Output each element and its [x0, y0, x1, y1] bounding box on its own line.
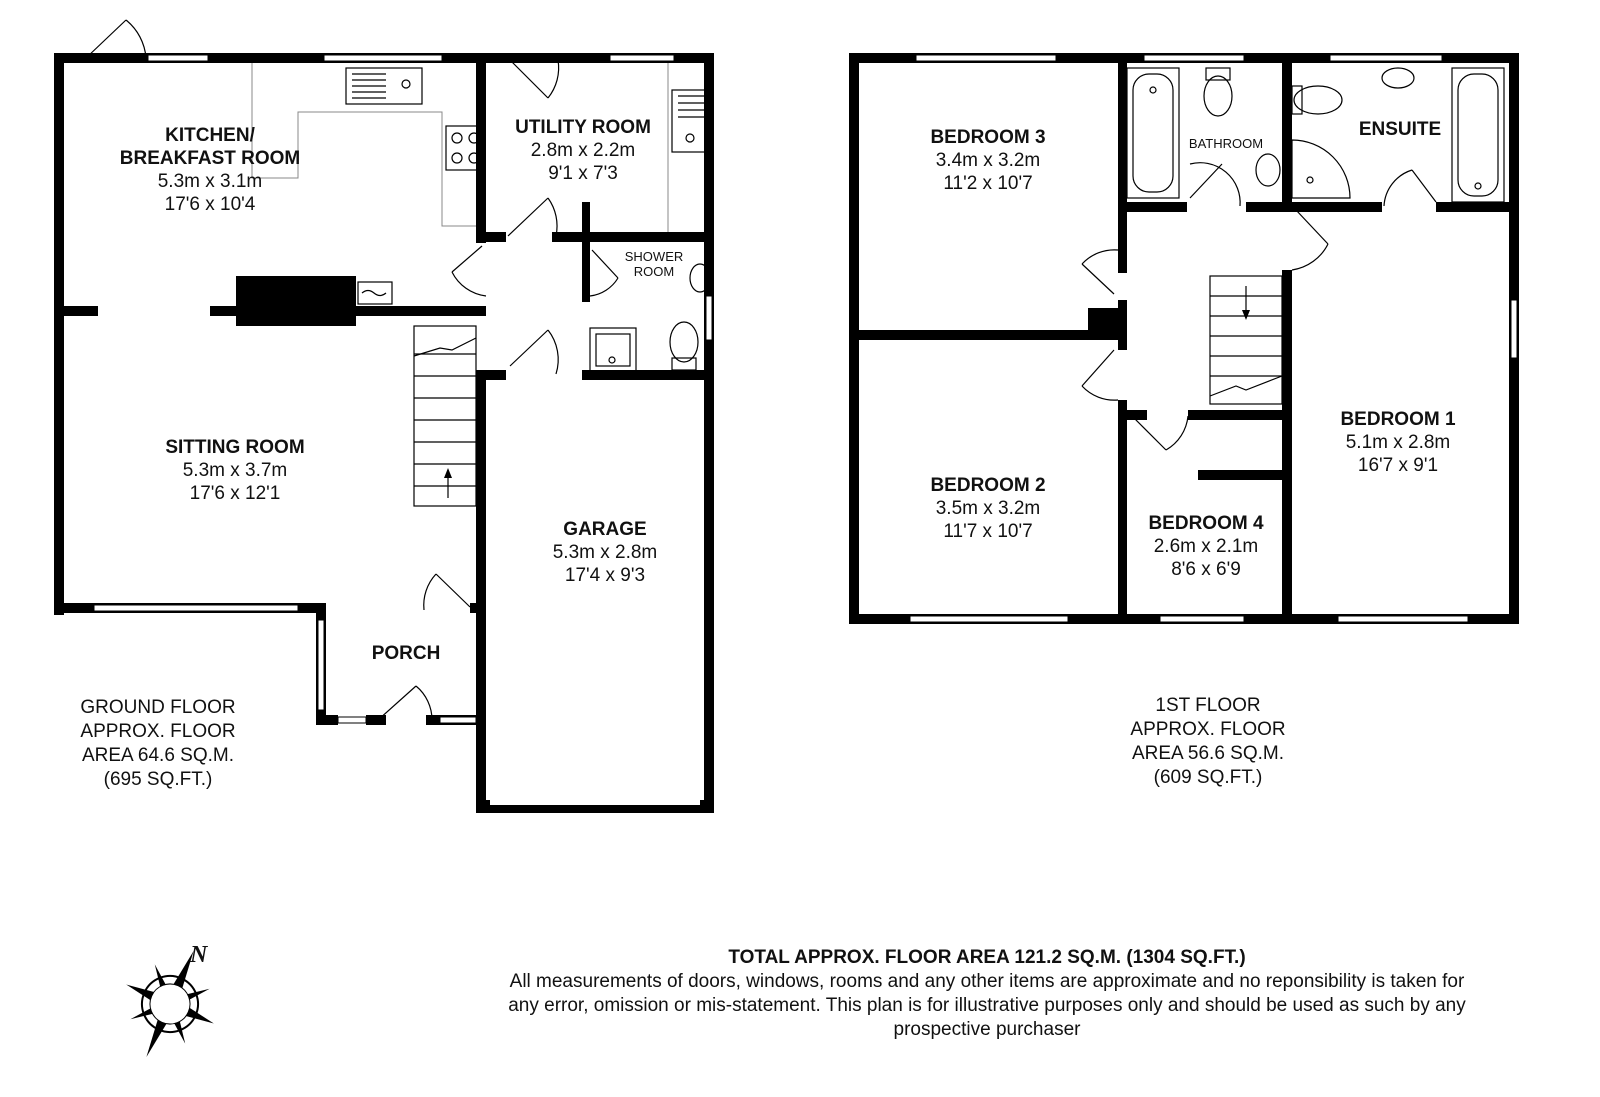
area-line: GROUND FLOOR — [80, 697, 236, 718]
room-imperial: 8'6 x 6'9 — [1171, 559, 1241, 580]
area-line: AREA 64.6 SQ.M. — [81, 745, 235, 766]
room-label-sitting — [130, 436, 340, 505]
room-metric: 3.4m x 3.2m — [935, 150, 1041, 171]
room-label-bedroom-2 — [898, 474, 1078, 543]
room-metric: 5.1m x 2.8m — [1345, 432, 1451, 453]
room-name: ENSUITE — [1358, 119, 1442, 140]
room-metric: 2.6m x 2.1m — [1153, 536, 1259, 557]
room-imperial: 17'4 x 9'3 — [564, 565, 646, 586]
room-name: BEDROOM 1 — [1340, 409, 1456, 430]
area-line: (609 SQ.FT.) — [1153, 767, 1263, 788]
room-name: BATHROOM — [1188, 136, 1264, 151]
area-line: 1ST FLOOR — [1155, 695, 1261, 716]
room-name: KITCHEN/ — [165, 125, 255, 146]
area-line: APPROX. FLOOR — [80, 721, 236, 742]
room-imperial: 11'7 x 10'7 — [943, 521, 1033, 542]
room-label-porch — [346, 642, 466, 665]
room-metric: 5.3m x 3.1m — [157, 171, 263, 192]
compass-north-label: N — [190, 942, 208, 968]
room-name: BEDROOM 2 — [930, 475, 1046, 496]
room-imperial: 17'6 x 12'1 — [189, 483, 281, 504]
room-imperial: 11'2 x 10'7 — [943, 173, 1033, 194]
room-label-ensuite — [1340, 118, 1460, 141]
room-name: UTILITY ROOM — [515, 117, 651, 138]
ground-floor-area — [60, 696, 256, 792]
room-name: BEDROOM 3 — [930, 127, 1046, 148]
room-name: SITTING ROOM — [165, 437, 305, 458]
room-label-bedroom-1 — [1308, 408, 1488, 477]
room-label-bedroom-3 — [898, 126, 1078, 195]
room-label-utility — [498, 116, 668, 185]
area-line: (695 SQ.FT.) — [103, 769, 213, 790]
compass-rose-icon — [103, 931, 238, 1076]
room-metric: 5.3m x 3.7m — [182, 460, 288, 481]
footer-disclaimer — [492, 946, 1482, 1042]
area-line: APPROX. FLOOR — [1130, 719, 1286, 740]
room-name: SHOWER — [624, 249, 684, 264]
total-floor-area: TOTAL APPROX. FLOOR AREA 121.2 SQ.M. (1304 SQ.FT.) — [728, 947, 1246, 968]
room-metric: 5.3m x 2.8m — [552, 542, 658, 563]
room-name-line2: BREAKFAST ROOM — [119, 148, 301, 169]
disclaimer-line: All measurements of doors, windows, rooms and any other items are approximate and no reponsibility is taken — [509, 971, 1437, 992]
room-imperial: 16'7 x 9'1 — [1357, 455, 1439, 476]
room-metric: 2.8m x 2.2m — [530, 140, 636, 161]
room-label-garage — [520, 518, 690, 587]
room-name-line2: ROOM — [633, 264, 675, 279]
room-name: PORCH — [371, 643, 441, 664]
room-label-bathroom — [1176, 136, 1276, 151]
room-metric: 3.5m x 3.2m — [935, 498, 1041, 519]
room-label-shower — [614, 249, 694, 279]
room-label-kitchen — [100, 124, 320, 216]
room-imperial: 17'6 x 10'4 — [164, 194, 256, 215]
room-label-bedroom-4 — [1128, 512, 1284, 581]
room-name: BEDROOM 4 — [1148, 513, 1264, 534]
room-name: GARAGE — [563, 519, 647, 540]
disclaimer-line: for any error, omission or mis-statement. This plan is for illustrative purposes only and should be used as such — [508, 971, 1465, 1016]
area-line: AREA 56.6 SQ.M. — [1131, 743, 1285, 764]
room-imperial: 9'1 x 7'3 — [548, 163, 618, 184]
first-floor-area — [1108, 694, 1308, 790]
disclaimer-line: by any prospective purchaser — [893, 995, 1466, 1040]
